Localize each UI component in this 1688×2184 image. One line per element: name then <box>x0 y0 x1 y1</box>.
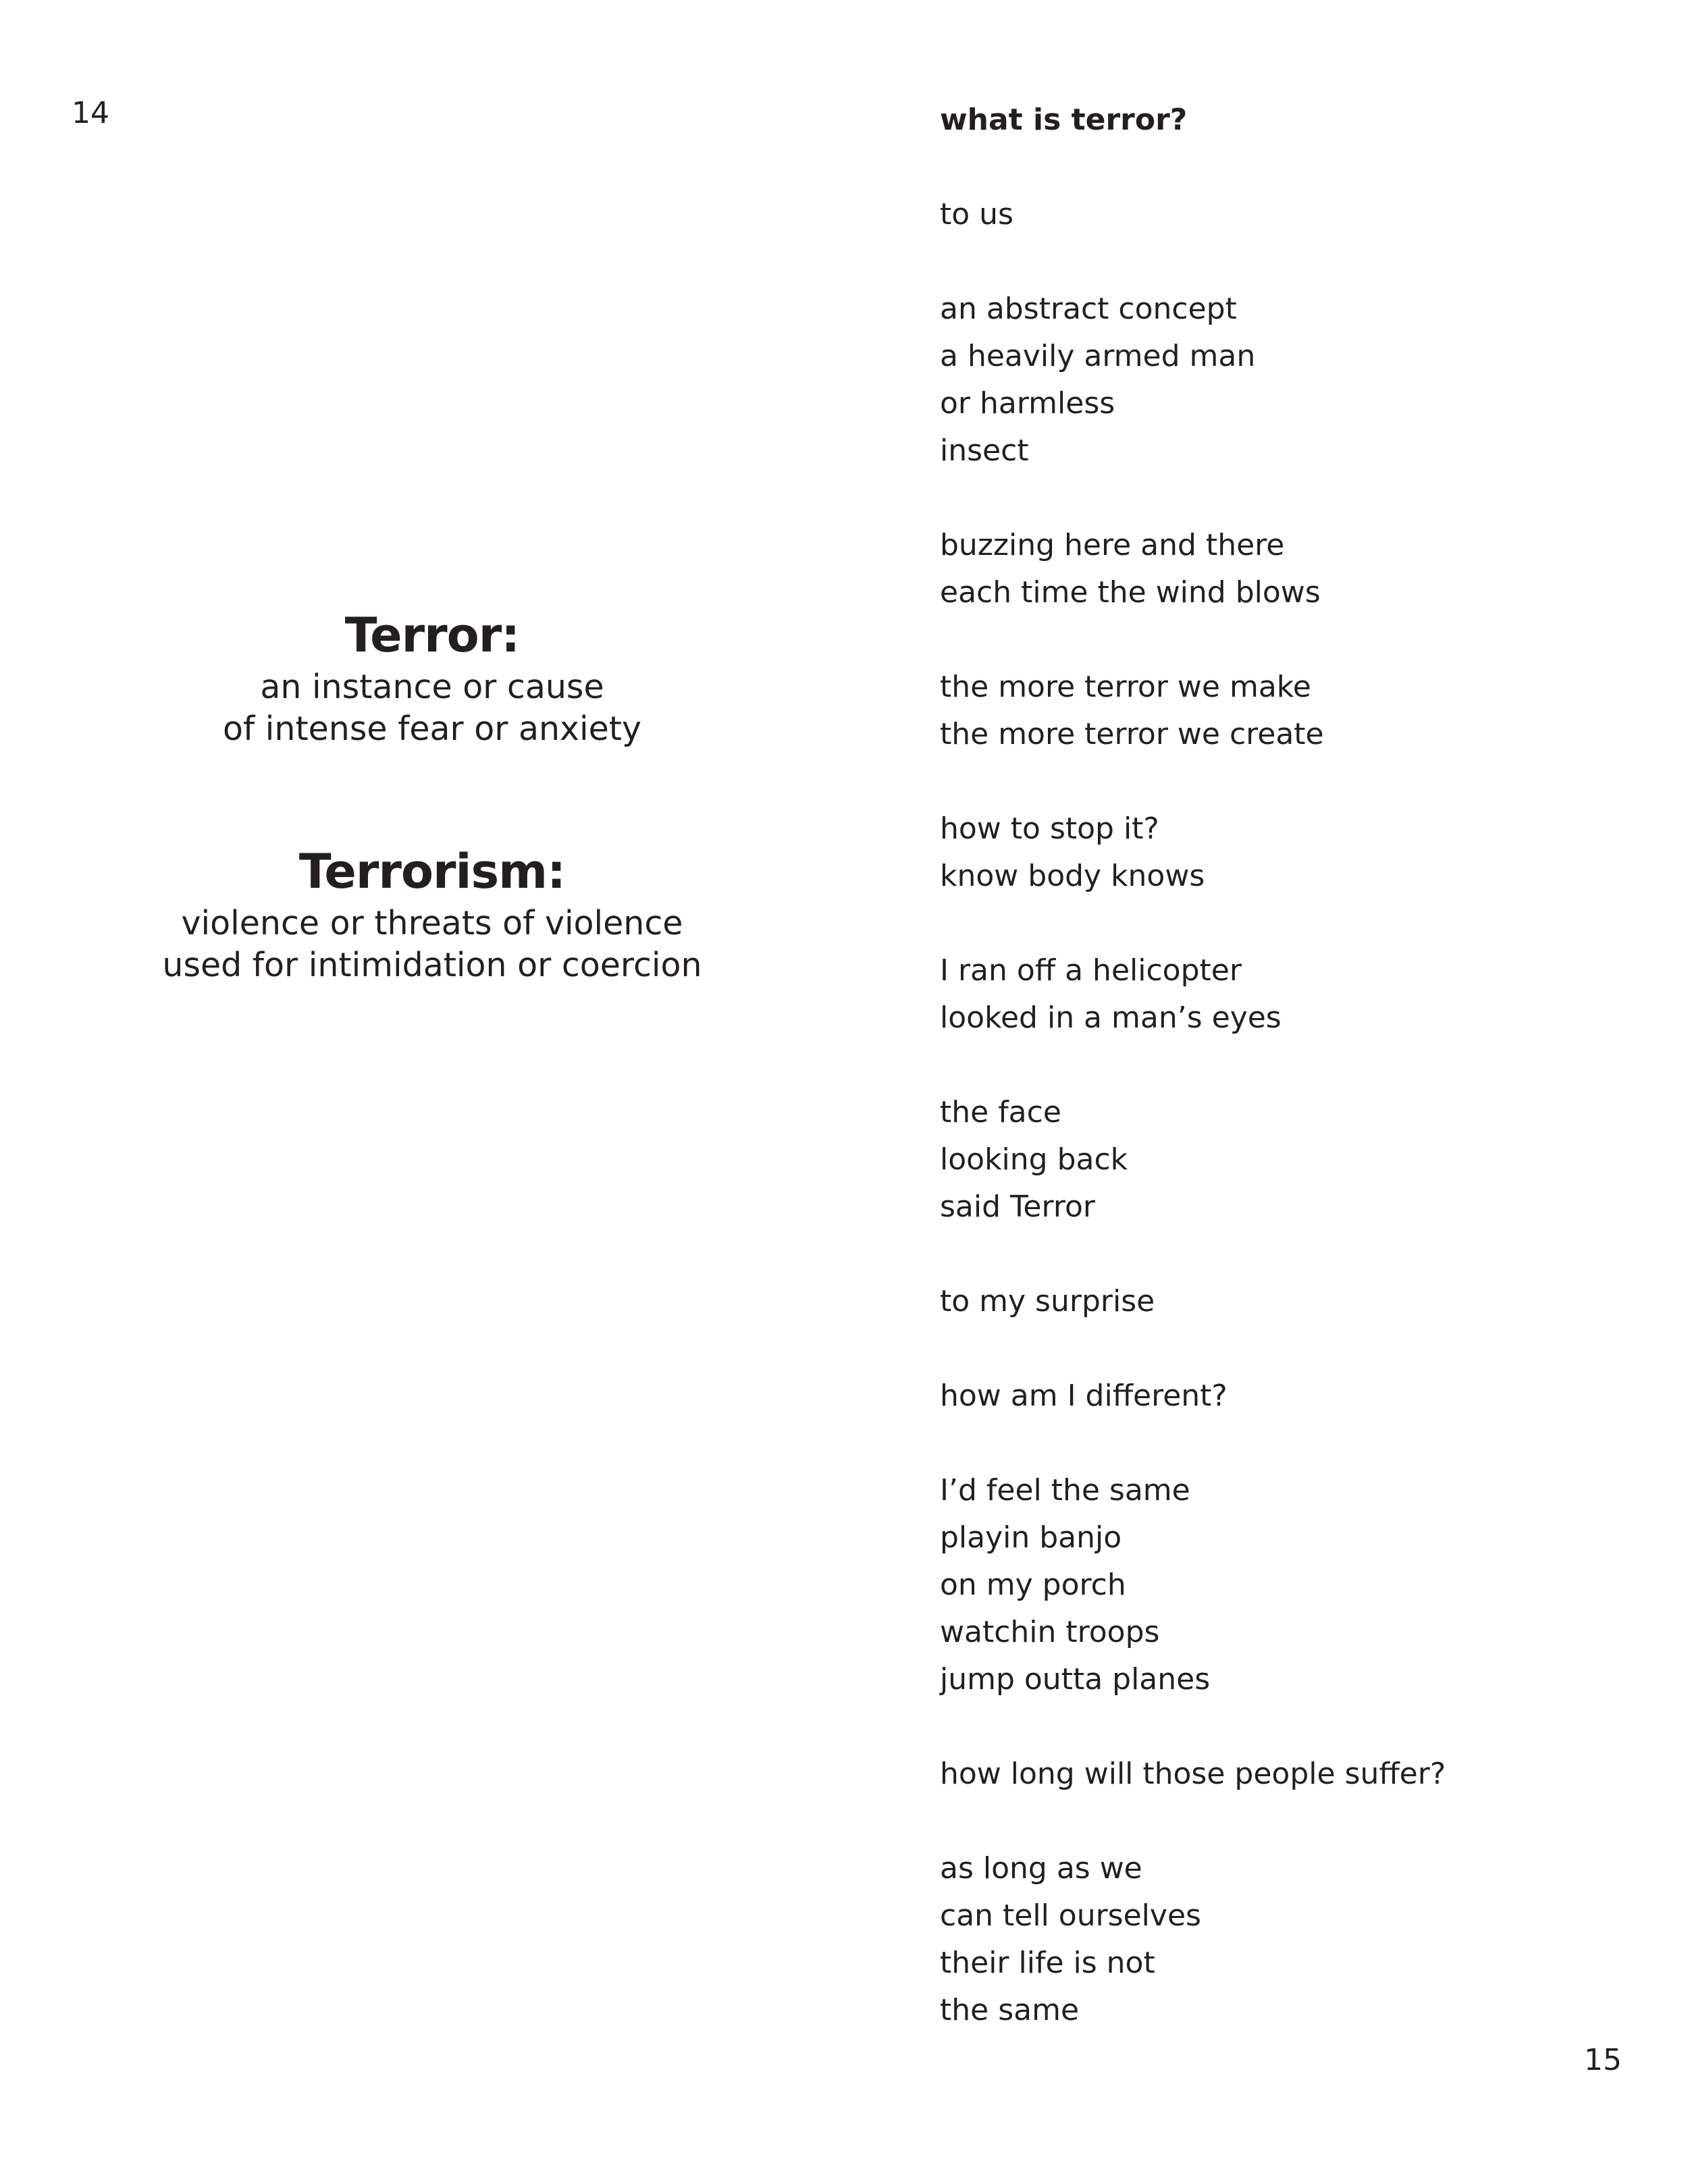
poem-line: on my porch <box>940 1568 1126 1602</box>
poem-line: the face <box>940 1095 1061 1129</box>
definition-line: of intense fear or anxiety <box>222 710 642 748</box>
poem-line: insect <box>940 433 1029 468</box>
poem-line: looked in a man’s eyes <box>940 1001 1282 1035</box>
poem-line: jump outta planes <box>940 1662 1211 1697</box>
poem-line: or harmless <box>940 386 1115 421</box>
poem-stanza <box>940 1751 1649 1798</box>
poem-line: their life is not <box>940 1946 1155 1980</box>
definition-terror <box>95 604 770 750</box>
poem-line: watchin troops <box>940 1615 1160 1649</box>
poem <box>940 97 1649 2034</box>
poem-stanza <box>940 191 1649 238</box>
poem-line: the same <box>940 1993 1080 2027</box>
poem-line: to us <box>940 197 1013 232</box>
poem-line: buzzing here and there <box>940 528 1285 562</box>
poem-line: how am I different? <box>940 1379 1228 1413</box>
poem-line: each time the wind blows <box>940 575 1321 610</box>
definition-line: an instance or cause <box>260 668 604 706</box>
poem-line: I’d feel the same <box>940 1473 1190 1508</box>
definition-line: used for intimidation or coercion <box>162 946 702 984</box>
poem-stanza <box>940 286 1649 475</box>
poem-line: the more terror we create <box>940 717 1324 751</box>
definition-term: Terror: <box>344 608 520 663</box>
definition-term: Terrorism: <box>298 844 566 899</box>
poem-line: looking back <box>940 1142 1128 1177</box>
poem-stanza <box>940 1278 1649 1325</box>
poem-line: how to stop it? <box>940 811 1159 846</box>
poem-stanza <box>940 1089 1649 1231</box>
poem-stanza <box>940 1467 1649 1703</box>
poem-line: as long as we <box>940 1851 1142 1886</box>
poem-line: the more terror we make <box>940 670 1311 704</box>
poem-stanza <box>940 1845 1649 2034</box>
poem-line: said Terror <box>940 1190 1095 1224</box>
poem-line: how long will those people suffer? <box>940 1757 1446 1791</box>
definition-line: violence or threats of violence <box>181 904 683 942</box>
poem-line: know body knows <box>940 859 1205 893</box>
poem-stanza <box>940 522 1649 616</box>
poem-line: can tell ourselves <box>940 1898 1201 1933</box>
page-number-left: 14 <box>72 96 109 130</box>
poem-stanza <box>940 947 1649 1042</box>
poem-line: an abstract concept <box>940 292 1237 326</box>
poem-stanza <box>940 664 1649 758</box>
poem-line: I ran off a helicopter <box>940 953 1242 988</box>
poem-line: playin banjo <box>940 1520 1122 1555</box>
poem-stanza <box>940 1373 1649 1420</box>
poem-title: what is terror? <box>940 103 1188 137</box>
definition-terrorism <box>95 841 770 986</box>
page-number-right: 15 <box>1584 2043 1622 2077</box>
poem-line: a heavily armed man <box>940 339 1256 373</box>
poem-stanza <box>940 805 1649 900</box>
poem-line: to my surprise <box>940 1284 1155 1319</box>
